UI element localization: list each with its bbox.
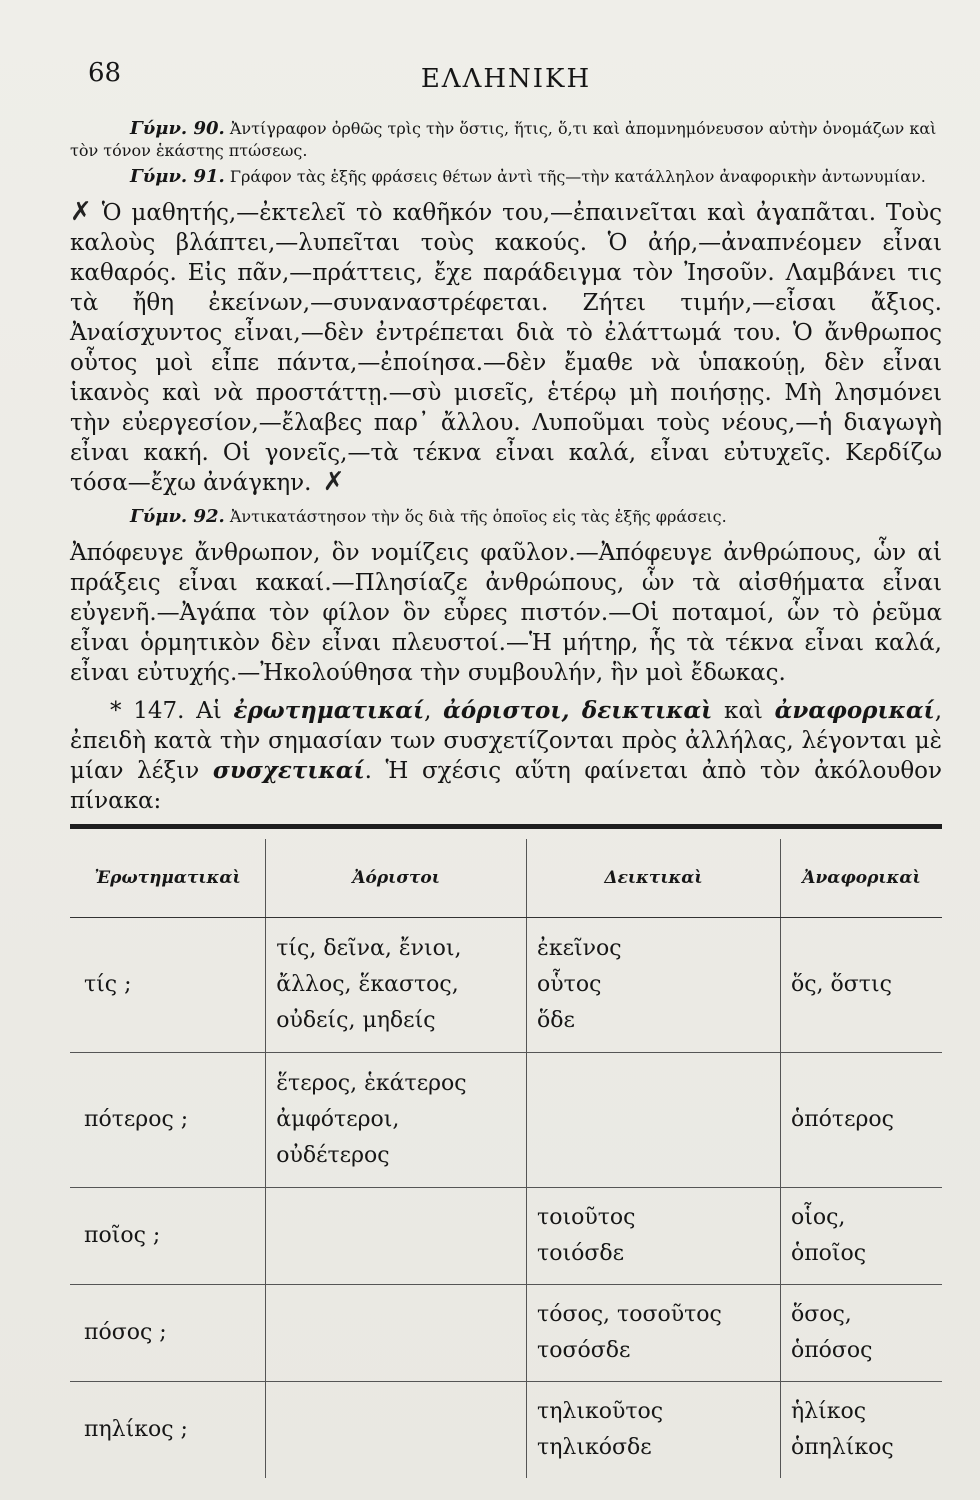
cell-line: τοσόσδε [537,1338,631,1363]
exercise-instruction: Ἀντίγραφον ὀρθῶς τρὶς τὴν ὅστις, ἥτις, ὅ,τι καὶ ἀπομνημόνευσον αὐτὴν ὀνομάζων καὶ τὸν τόνον ἑκάστης πτώσεως. [70,119,937,160]
indefinite-cell [266,1053,527,1188]
page-header [70,0,942,118]
column-header: Ἀναφορικαὶ [780,839,942,918]
table-row [70,1053,942,1188]
cross-mark: ✗ [70,197,92,227]
cell-line: ὁπηλίκος [790,1435,894,1460]
cell-line: τηλικόσδε [537,1435,652,1460]
section-term: ἀόριστοι, δεικτικαὶ [443,697,713,724]
cell-line: ὁπότερος [790,1107,894,1132]
relative-cell [780,1188,942,1285]
exercise-92 [70,506,942,528]
exercise-instruction: Ἀντικατάστησον τὴν ὅς διὰ τῆς ὁποῖος εἰς τὰς ἑξῆς φράσεις. [229,507,727,526]
section-term: ἀναφορικαί [774,697,935,724]
relative-cell [780,1285,942,1382]
section-147 [70,696,942,816]
section-text: , ἐπειδὴ κατὰ τὴν σημασίαν των συσχετίζονται πρὸς ἀλλήλας, λέγονται μὲ μίαν λέξιν [70,698,942,784]
indefinite-cell [266,1188,527,1285]
cross-mark: ✗ [322,467,345,497]
demonstrative-cell [527,1053,781,1188]
exercise-instruction: Γράφον τὰς ἑξῆς φράσεις θέτων ἀντὶ τῆς—τὴν κατάλληλον ἀναφορικὴν ἀντωνυμίαν. [229,167,926,186]
table-row [70,1188,942,1285]
cell-line: ὁποῖος [790,1241,867,1266]
table-header-row [70,839,942,918]
cell-line: τόσος, τοσοῦτος [537,1302,722,1327]
section-term: ἐρωτηματικαί [233,697,425,724]
table-row [70,1382,942,1479]
interrogative-cell: πόσος ; [70,1285,266,1382]
exercise-91-body [70,198,942,498]
relative-cell [780,918,942,1053]
exercise-92-body: Ἀπόφευγε ἄνθρωπον, ὃν νομίζεις φαῦλον.—Ἀπόφευγε ἀνθρώπους, ὧν αἱ πράξεις εἶναι κακαί.—Πλησίαζε ἀνθρώπους, ὧν τὰ αἰσθήματα εἶναι εὐγενῆ.—Ἀγάπα τὸν φίλον ὃν εὗρες πιστόν.—Οἱ ποταμοί, ὧν τὸ ῥεῦμα εἶναι ὁρμητικὸν δὲν εἶναι πλευστοί.—Ἡ μήτηρ, ἧς τὰ τέκνα εἶναι καλά, εἶναι εὐτυχής.—Ἠκολούθησα τὴν συμβουλήν, ἣν μοὶ ἔδωκας. [70,540,942,686]
column-header: Δεικτικαὶ [527,839,781,918]
column-header: Ἀόριστοι [266,839,527,918]
cell-line: ὁπόσος [790,1338,873,1363]
interrogative-cell: πότερος ; [70,1053,266,1188]
section-text: καὶ [724,698,763,724]
cell-line: ἀμφότεροι, [276,1107,400,1132]
cell-line: ὅς, ὅστις [790,972,892,997]
relative-cell [780,1053,942,1188]
interrogative-cell: ποῖος ; [70,1188,266,1285]
cell-line: τοιοῦτος [537,1205,636,1230]
exercise-body-text: Ὁ μαθητής,—ἐκτελεῖ τὸ καθῆκόν του,—ἐπαινεῖται καὶ ἀγαπᾶται. Τοὺς καλοὺς βλάπτει,—λυπεῖται τοὺς κακούς. Ὁ ἀήρ,—ἀναπνέομεν εἶναι καθαρός. Εἰς πᾶν,—πράττεις, ἔχε παράδειγμα τὸν Ἰησοῦν. Λαμβάνει τις τὰ ἤθη ἐκείνων,—συναναστρέφεται. Ζήτει τιμήν,—εἶσαι ἄξιος. Ἀναίσχυντος εἶναι,—δὲν ἐντρέπεται διὰ τὸ ἐλάττωμά του. Ὁ ἄνθρωπος οὗτος μοὶ εἶπε πάντα,—ἐποίησα.—δὲν ἔμαθε νὰ ὑπακούῃ, δὲν εἶναι ἱκανὸς καὶ νὰ προστάττῃ.—σὺ μισεῖς, ἑτέρῳ μὴ ποιήσῃς. Μὴ λησμόνει τὴν εὐεργεσίον,—ἔλαβες παρ᾽ ἄλλου. Λυποῦμαι τοὺς νέους,—ἡ διαγωγὴ εἶναι κακή. Οἱ γονεῖς,—τὰ τέκνα εἶναι καλά, εἶναι εὐτυχεῖς. Κερδίζω τόσα—ἔχω ἀνάγκην. [70,200,942,496]
cell-line: οὐδέτερος [276,1143,390,1168]
section-asterisk: * [110,698,122,724]
exercise-label: Γύμν. 91. [130,166,225,187]
cell-line: τίς, δεῖνα, ἔνιοι, [276,936,462,961]
demonstrative-cell [527,1382,781,1479]
cell-line: ὅσος, [790,1302,852,1327]
column-header: Ἐρωτηματικαὶ [70,839,266,918]
table-row [70,1285,942,1382]
exercise-label: Γύμν. 90. [130,118,225,139]
cell-line: τηλικοῦτος [537,1399,664,1424]
indefinite-cell [266,1382,527,1479]
table-row [70,918,942,1053]
section-text: , [424,698,432,724]
exercise-90 [70,118,942,162]
cell-line: ὅδε [537,1008,575,1033]
interrogative-cell: τίς ; [70,918,266,1053]
cell-line: τοιόσδε [537,1241,624,1266]
cell-line: οὐδείς, μηδείς [276,1008,436,1033]
demonstrative-cell [527,918,781,1053]
cell-line: ἐκεῖνος [537,936,622,961]
cell-line: οἷος, [790,1205,846,1230]
section-text: Αἱ [196,698,222,724]
cell-line: ἄλλος, ἕκαστος, [276,972,459,997]
running-head: ΕΛΛΗΝΙΚΗ [420,64,592,94]
exercise-label: Γύμν. 92. [130,506,225,527]
exercise-91 [70,166,942,188]
cell-line: ἡλίκος [790,1399,867,1424]
section-number: 147. [133,698,185,724]
interrogative-cell: πηλίκος ; [84,1417,188,1442]
indefinite-cell [266,918,527,1053]
correlative-pronouns-table [70,839,942,1478]
indefinite-cell [266,1285,527,1382]
section-text: . Ἡ σχέσις αὕτη φαίνεται ἀπὸ τὸν ἀκόλουθον πίνακα: [70,758,943,814]
demonstrative-cell [527,1285,781,1382]
cell-line: οὗτος [537,972,602,997]
page-number: 68 [88,58,122,88]
relative-cell [780,1382,942,1479]
section-term: συσχετικαί [212,757,365,784]
cell-line: ἕτερος, ἑκάτερος [276,1071,467,1096]
demonstrative-cell [527,1188,781,1285]
table-top-rule [70,824,942,829]
